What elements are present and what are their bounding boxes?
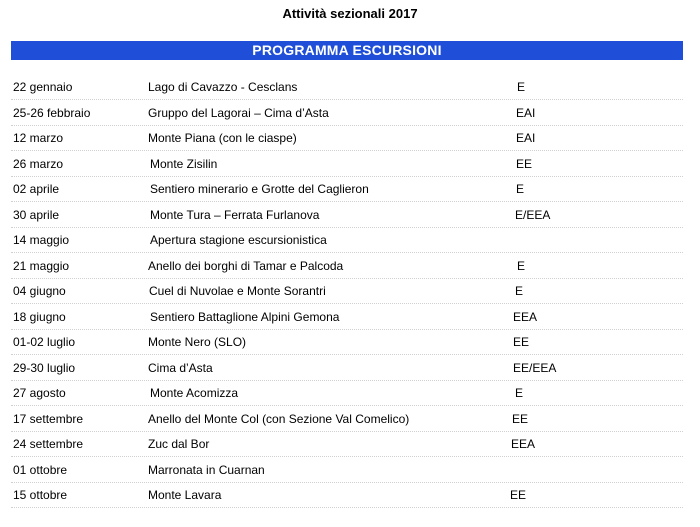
excursion-date: 24 settembre (13, 437, 84, 451)
excursion-row (0, 461, 700, 487)
excursion-row (0, 78, 700, 104)
excursion-route: Monte Lavara (148, 488, 222, 502)
excursion-row (0, 231, 700, 257)
excursion-row (0, 282, 700, 308)
excursion-route: Apertura stagione escursionistica (150, 233, 327, 247)
excursion-route: Monte Nero (SLO) (148, 335, 247, 349)
excursion-date: 01 ottobre (13, 462, 68, 477)
excursion-date: 04 giugno (13, 284, 66, 298)
excursion-route: Monte Piana (con le ciaspe) (148, 131, 297, 145)
excursion-difficulty: EEA (511, 437, 536, 451)
excursion-list (0, 78, 700, 512)
excursion-row (0, 180, 700, 206)
programma-banner: PROGRAMMA ESCURSIONI (11, 41, 683, 60)
excursion-route: Anello del Monte Col (con Sezione Val Comelico) (148, 411, 410, 426)
excursion-route: Monte Tura – Ferrata Furlanova (150, 207, 320, 222)
excursion-date: 25-26 febbraio (13, 105, 91, 120)
excursion-date: 27 agosto (13, 386, 66, 400)
excursion-difficulty: EEA (513, 309, 538, 324)
excursion-route: Gruppo del Lagorai – Cima d’Asta (148, 105, 329, 120)
excursion-row (0, 359, 700, 385)
excursion-difficulty: E/EEA (515, 207, 551, 222)
excursion-route: Monte Acomizza (150, 386, 239, 400)
excursion-row (0, 308, 700, 334)
excursion-difficulty: E (515, 386, 524, 400)
excursion-date: 30 aprile (13, 207, 60, 222)
excursion-date: 29-30 luglio (13, 360, 76, 375)
excursion-date: 21 maggio (13, 258, 70, 273)
excursion-row (0, 206, 700, 232)
excursion-route: Sentiero minerario e Grotte del Caglieron (150, 182, 369, 196)
excursion-row (0, 384, 700, 410)
excursion-row (0, 333, 700, 359)
excursion-row (0, 486, 700, 512)
excursion-difficulty: E (515, 284, 524, 298)
excursion-row (0, 104, 700, 130)
excursion-difficulty: E (517, 80, 526, 94)
excursion-date: 17 settembre (13, 411, 84, 426)
excursion-difficulty: EAI (516, 131, 536, 145)
document-title: Attività sezionali 2017 (282, 6, 418, 21)
excursion-date: 18 giugno (13, 309, 66, 324)
excursion-row (0, 129, 700, 155)
excursion-row (0, 155, 700, 181)
excursion-date: 22 gennaio (13, 80, 73, 94)
excursion-difficulty: EE (510, 488, 527, 502)
excursion-route: Lago di Cavazzo - Cesclans (148, 80, 298, 94)
excursion-difficulty: EE (516, 156, 533, 171)
excursion-row (0, 410, 700, 436)
excursion-row (0, 257, 700, 283)
excursion-date: 14 maggio (13, 233, 70, 247)
excursion-difficulty: E (516, 182, 525, 196)
excursion-date: 26 marzo (13, 156, 64, 171)
excursion-difficulty: EE (513, 335, 530, 349)
excursion-route: Sentiero Battaglione Alpini Gemona (150, 309, 340, 324)
excursion-difficulty: EE/EEA (513, 360, 557, 375)
excursion-date: 02 aprile (13, 182, 60, 196)
excursion-date: 15 ottobre (13, 488, 68, 502)
excursion-route: Cuel di Nuvolae e Monte Sorantri (149, 284, 326, 298)
excursion-route: Anello dei borghi di Tamar e Palcoda (148, 258, 344, 273)
excursion-route: Cima d’Asta (148, 360, 213, 375)
excursion-date: 01-02 luglio (13, 335, 76, 349)
excursion-difficulty: E (517, 258, 526, 273)
excursion-difficulty: EE (512, 411, 529, 426)
excursion-route: Zuc dal Bor (148, 437, 210, 451)
excursion-row (0, 435, 700, 461)
excursion-route: Marronata in Cuarnan (148, 462, 265, 477)
excursion-date: 12 marzo (13, 131, 64, 145)
excursion-difficulty: EAI (516, 105, 536, 120)
excursion-route: Monte Zisilin (150, 156, 218, 171)
